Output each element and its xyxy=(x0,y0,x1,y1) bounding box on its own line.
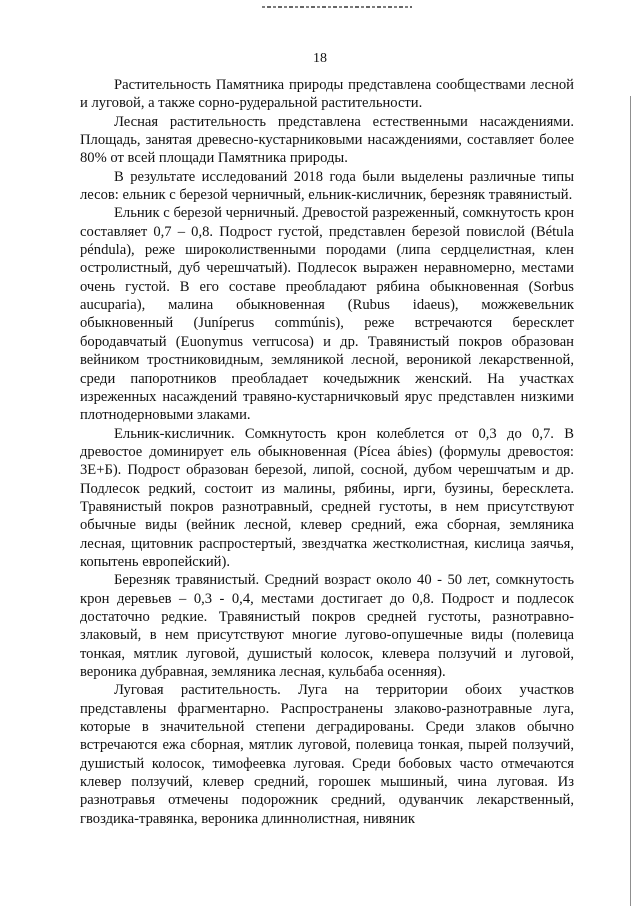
paragraph-vegetation-intro: Растительность Памятника природы представлена сообществами лесной и луговой, а также сорно-рудеральной растительности. xyxy=(80,77,574,112)
page-number: 18 xyxy=(313,51,327,66)
paragraph-forest-vegetation: Лесная растительность представлена естественными насаждениями. Площадь, занятая древесно-кустарниковыми насаждениями, составляет более 80% от всей площади Памятника природы. xyxy=(80,113,574,167)
scan-header-mark xyxy=(262,6,412,8)
document-body xyxy=(80,76,574,828)
paragraph-forest-types: В результате исследований 2018 года были выделены различные типы лесов: ельник с березой черничный, ельник-кисличник, березняк травянистый. xyxy=(80,168,574,204)
paragraph-meadow-vegetation: Луговая растительность. Луга на территории обоих участков представлены фрагментарно. Распространены злаково-разнотравные луга, которые в значительной степени деградированы. Среди злаков обычно встречаются ежа сборная, мятлик луговой, полевица тонкая, пырей ползучий, душистый колосок, тимофеевка луговая. Среди бобовых часто отмечаются клевер ползучий, клевер средний, горошек мышиный, чина луговая. Из разнотравья отмечены подорожник средний, одуванчик лекарственный, гвоздика-травянка, вероника длиннолистная, нивяник xyxy=(80,682,574,827)
scan-edge-line xyxy=(630,96,631,906)
paragraph-spruce-oxalis: Ельник-кисличник. Сомкнутость крон колеблется от 0,3 до 0,7. В древостое доминирует ель обыкновенная (Pícea ábies) (формулы древостоя: 3Е+Б). Подрост образован березой, липой, сосной, дубом черешчатым и др. Подлесок редкий, состоит из малины, рябины, ирги, бузины, бересклета. Травянистый покров разнотравный, средней густоты, в нем присутствуют обычные виды (вейник лесной, клевер средний, ежа сборная, земляника лесная, щитовник распростертый, звездчатка жестколистная, кислица заячья, копытень европейский). xyxy=(80,425,574,570)
paragraph-spruce-birch-bilberry: Ельник с березой черничный. Древостой разреженный, сомкнутость крон составляет 0,7 – 0,8. Подрост густой, представлен березой повислой (Bétula péndula), реже широколиственными породами (липа сердцелистная, клен остролистный, дуб черешчатый). Подлесок выражен неравномерно, местами очень густой. В его составе преобладают рябина обыкновенная (Sorbus aucuparia), малина обыкновенная (Rubus idaeus), можжевельник обыкновенный (Juníperus commúnis), реже встречаются бересклет бородавчатый (Euonymus verrucosa) и др. Травянистый покров образован вейником тростниковидным, земляникой лесной, вероникой лекарственной, среди папоротников преобладает кочедыжник женский. На участках изреженных насаждений травяно-кустарничковый ярус представлен низкими плотнодерновыми злаками. xyxy=(80,205,574,424)
paragraph-birch-herbaceous: Березняк травянистый. Средний возраст около 40 - 50 лет, сомкнутость крон деревьев – 0,3 - 0,4, местами достигает до 0,8. Подрост и подлесок достаточно редкие. Травянистый покров средней густоты, разнотравно-злаковый, в нем присутствуют многие лугово-опушечные виды (полевица тонкая, мятлик луговой, душистый колосок, клевера ползучий и луговой, вероника дубравная, земляника лесная, кульбаба осенняя). xyxy=(80,572,574,680)
